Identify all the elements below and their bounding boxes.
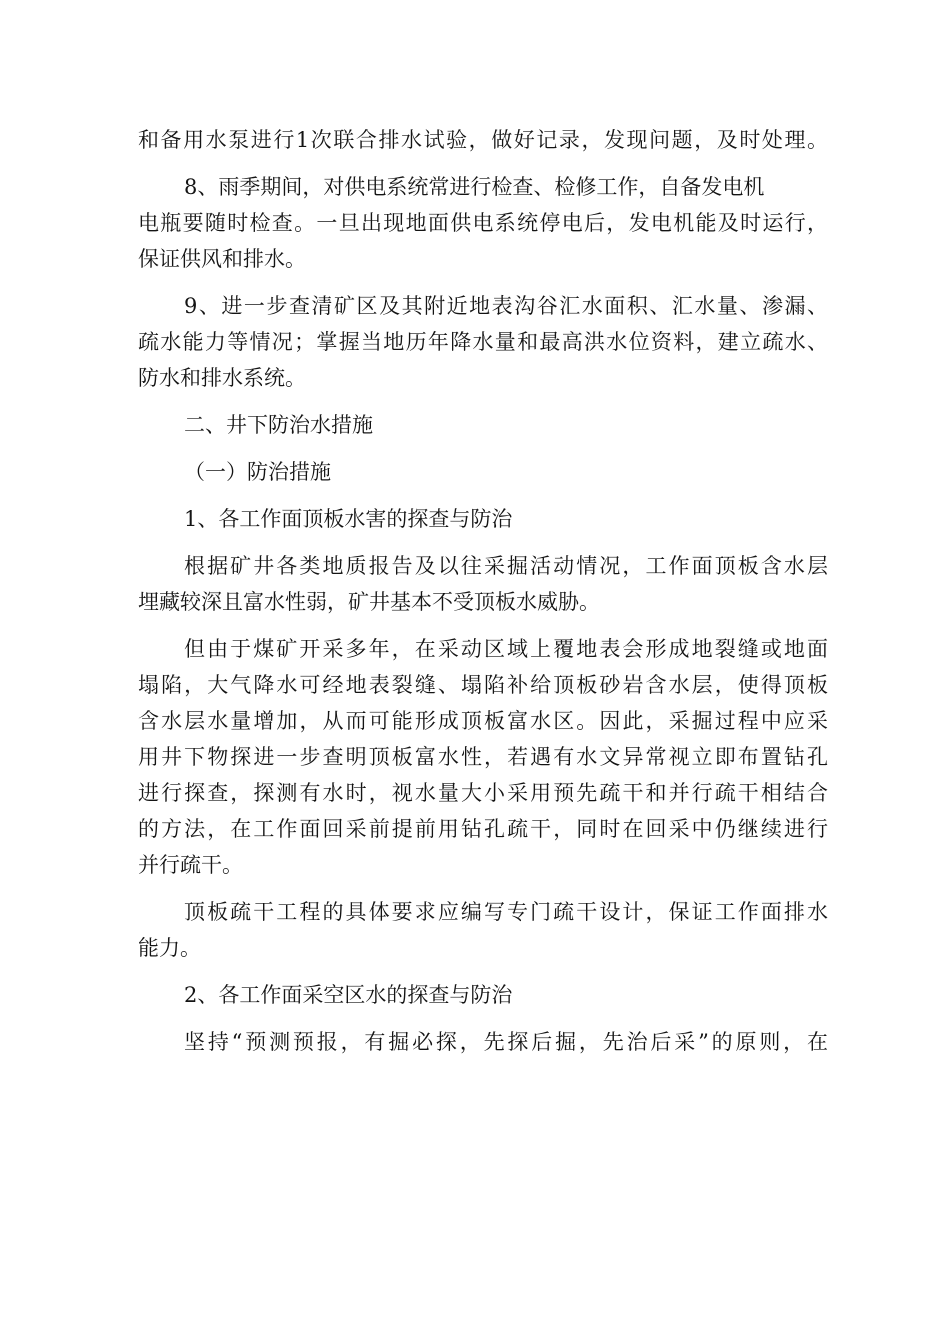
- text-line: 防水和排水系统。: [138, 366, 306, 390]
- subsection-heading: （一）防治措施: [184, 460, 331, 484]
- text-line: 8、雨季期间，对供电系统常进行检查、检修工作，自备发电机: [184, 175, 765, 199]
- paragraph-goaf-principle: [138, 1024, 828, 1060]
- item-heading: 1、各工作面顶板水害的探查与防治: [184, 507, 513, 531]
- paragraph-item-8: [138, 169, 828, 277]
- text-line: 的方法，在工作面回采前提前用钻孔疏干，同时在回采中仍继续进行: [138, 817, 828, 841]
- text-line: 坚持“预测预报，有掘必探，先探后掘，先治后采”的原则，在: [184, 1030, 828, 1054]
- text-line: 和备用水泵进行1次联合排水试验，做好记录，发现问题，及时处理。: [138, 128, 828, 152]
- text-line: 疏水能力等情况；掌握当地历年降水量和最高洪水位资料，建立疏水、: [138, 330, 828, 354]
- text-line: 电瓶要随时检查。一旦出现地面供电系统停电后，发电机能及时运行，: [138, 211, 828, 235]
- text-line: 并行疏干。: [138, 853, 243, 877]
- text-line: 保证供风和排水。: [138, 247, 306, 271]
- paragraph-item-9: [138, 288, 828, 396]
- text-line: 埋藏较深且富水性弱，矿井基本不受顶板水威胁。: [138, 590, 600, 614]
- paragraph-roof-measures: [138, 631, 828, 883]
- text-line: 9、进一步查清矿区及其附近地表沟谷汇水面积、汇水量、渗漏、: [184, 294, 828, 318]
- paragraph-drainage-design: [138, 894, 828, 966]
- text-line: 含水层水量增加，从而可能形成顶板富水区。因此，采掘过程中应采: [138, 709, 828, 733]
- section-heading: 二、井下防治水措施: [184, 413, 373, 437]
- text-line: 用井下物探进一步查明顶板富水性，若遇有水文异常视立即布置钻孔: [138, 745, 828, 769]
- paragraph-roof-geology: [138, 548, 828, 620]
- text-line: 塌陷，大气降水可经地表裂缝、塌陷补给顶板砂岩含水层，使得顶板: [138, 673, 828, 697]
- text-line: 但由于煤矿开采多年，在采动区域上覆地表会形成地裂缝或地面: [184, 637, 828, 661]
- document-page: [138, 122, 828, 1060]
- text-line: 能力。: [138, 936, 201, 960]
- item-heading: 2、各工作面采空区水的探查与防治: [184, 983, 513, 1007]
- paragraph-continuation: [138, 122, 828, 158]
- text-line: 根据矿井各类地质报告及以往采掘活动情况，工作面顶板含水层: [184, 554, 828, 578]
- text-line: 进行探查，探测有水时，视水量大小采用预先疏干和并行疏干相结合: [138, 781, 828, 805]
- text-line: 顶板疏干工程的具体要求应编写专门疏干设计，保证工作面排水: [184, 900, 828, 924]
